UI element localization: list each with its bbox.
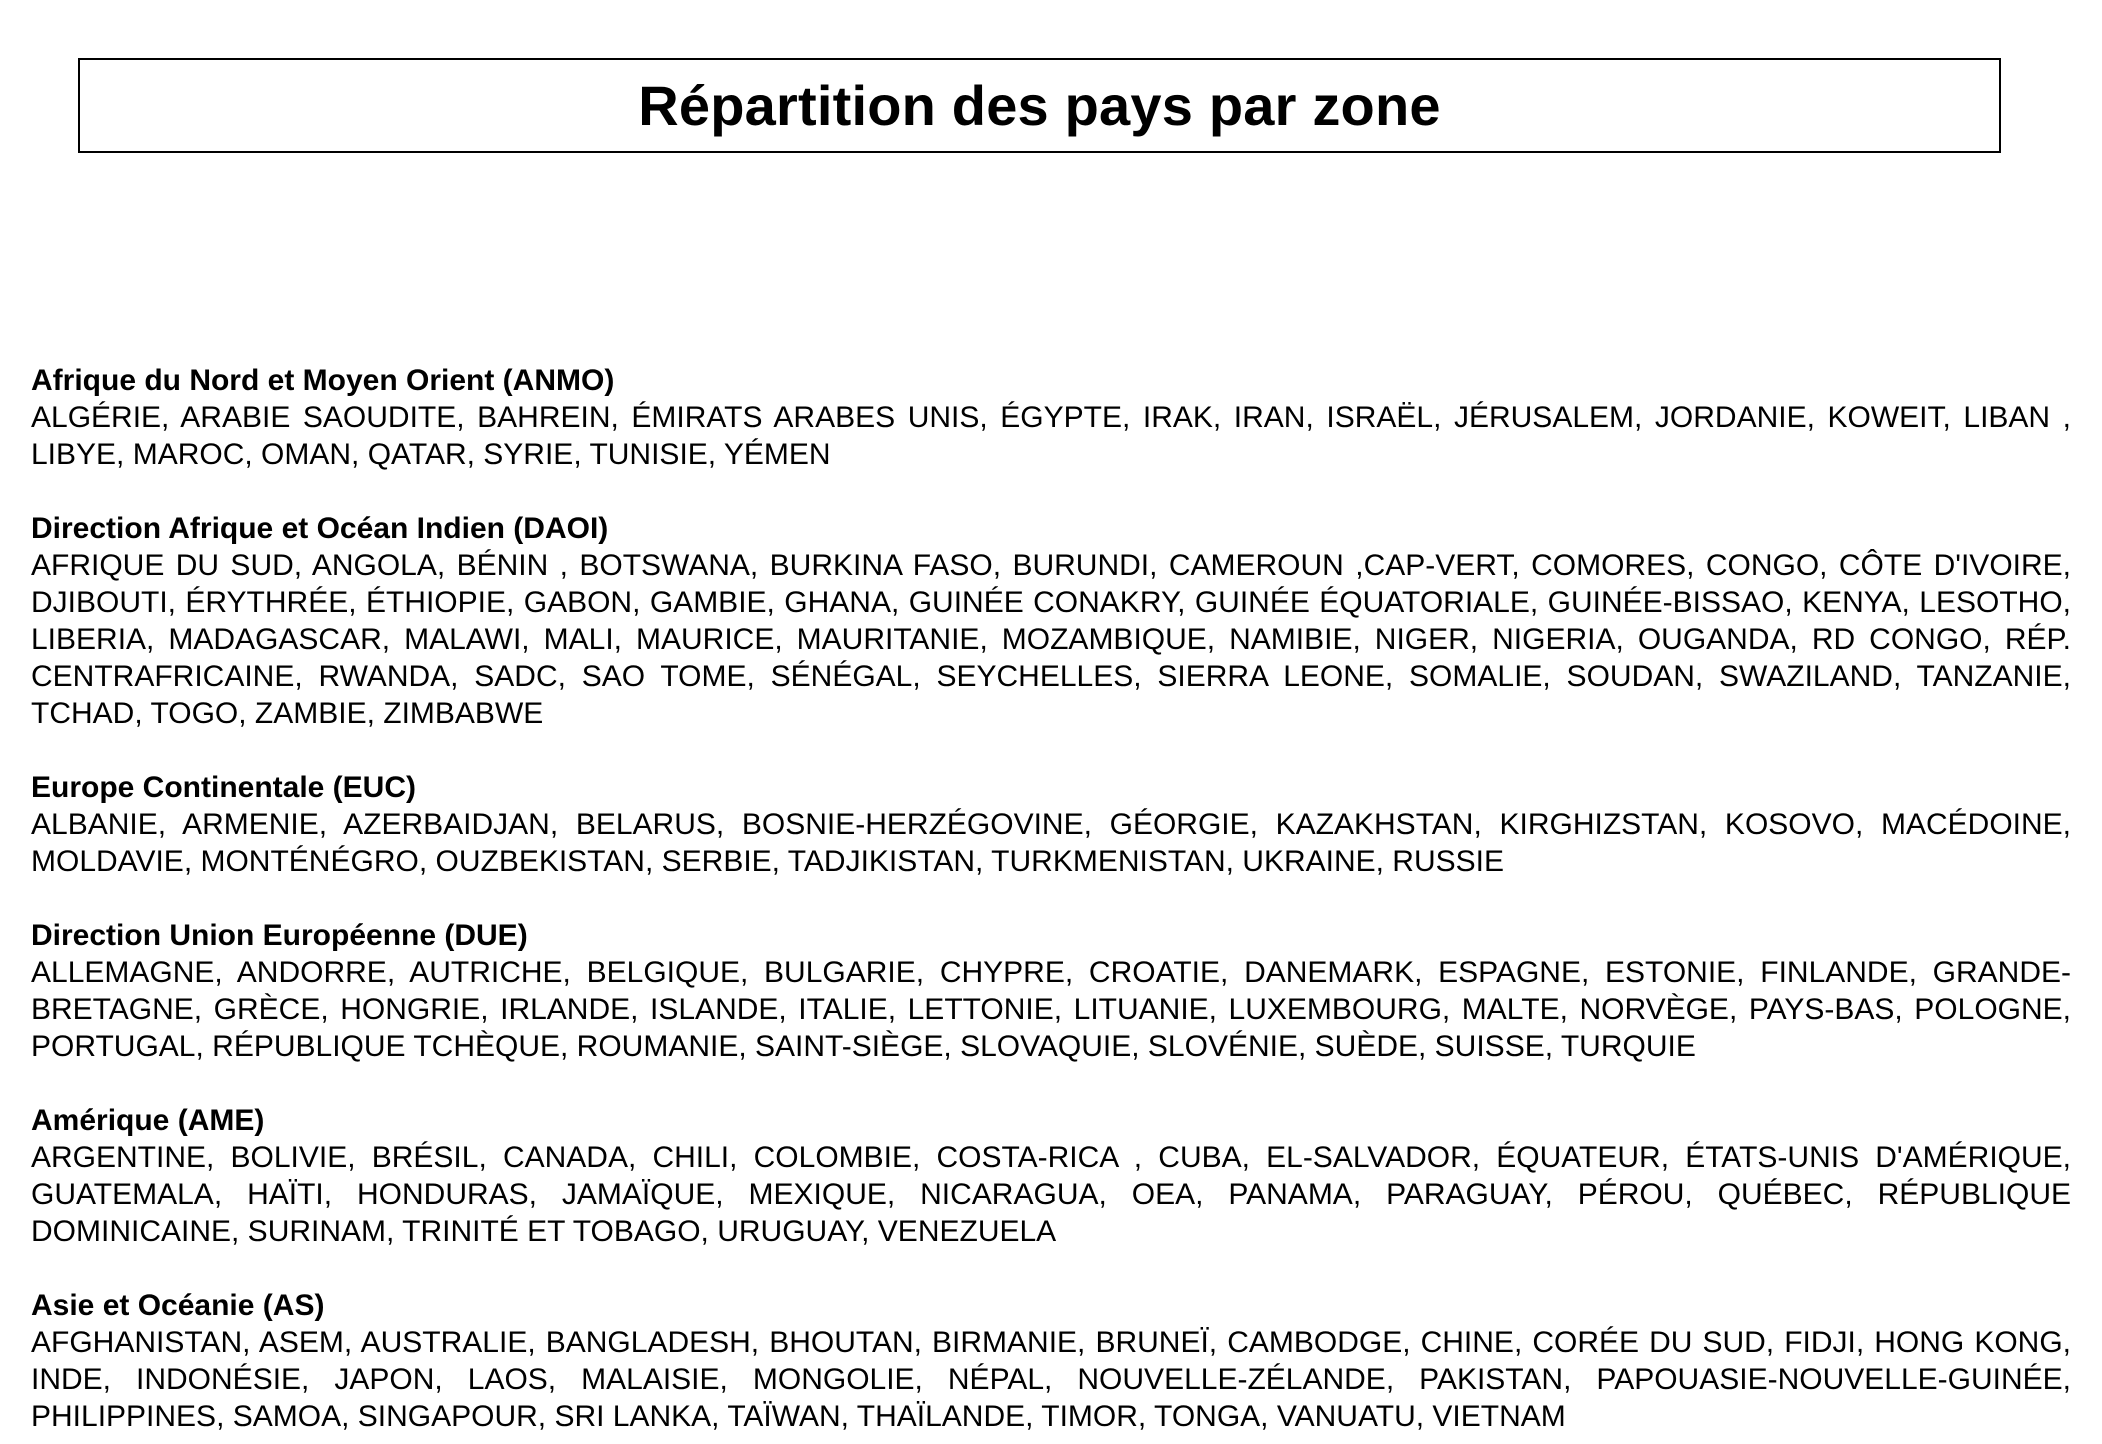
zone-heading: Amérique (AME): [31, 1104, 265, 1137]
zone-ame: [31, 1102, 2071, 1250]
zone-as: [31, 1287, 2071, 1435]
zone-anmo: [31, 362, 2071, 473]
page-title: Répartition des pays par zone: [638, 73, 1441, 137]
zone-euc: [31, 769, 2071, 880]
zone-daoi: [31, 510, 2071, 732]
zone-country-list: ALGÉRIE, ARABIE SAOUDITE, BAHREIN, ÉMIRATS ARABES UNIS, ÉGYPTE, IRAK, IRAN, ISRAËL, JÉRUSALEM, JORDANIE, KOWEIT, LIBAN , LIBYE, MAROC, OMAN, QATAR, SYRIE, TUNISIE, YÉMEN: [31, 401, 2071, 471]
title-box: [78, 58, 2001, 153]
zone-list: [31, 362, 2071, 1435]
zone-due: [31, 917, 2071, 1065]
zone-heading: Direction Afrique et Océan Indien (DAOI): [31, 512, 609, 545]
zone-country-list: ARGENTINE, BOLIVIE, BRÉSIL, CANADA, CHILI, COLOMBIE, COSTA-RICA , CUBA, EL-SALVADOR, ÉQUATEUR, ÉTATS-UNIS D'AMÉRIQUE, GUATEMALA, HAÏTI, HONDURAS, JAMAÏQUE, MEXIQUE, NICARAGUA, OEA, PANAMA, PARAGUAY, PÉROU, QUÉBEC, RÉPUBLIQUE DOMINICAINE, SURINAM, TRINITÉ ET TOBAGO, URUGUAY, VENEZUELA: [31, 1141, 2071, 1248]
zone-heading: Europe Continentale (EUC): [31, 771, 417, 804]
zone-country-list: AFRIQUE DU SUD, ANGOLA, BÉNIN , BOTSWANA, BURKINA FASO, BURUNDI, CAMEROUN ,CAP-VERT, COMORES, CONGO, CÔTE D'IVOIRE, DJIBOUTI, ÉRYTHRÉE, ÉTHIOPIE, GABON, GAMBIE, GHANA, GUINÉE CONAKRY, GUINÉE ÉQUATORIALE, GUINÉE-BISSAO, KENYA, LESOTHO, LIBERIA, MADAGASCAR, MALAWI, MALI, MAURICE, MAURITANIE, MOZAMBIQUE, NAMIBIE, NIGER, NIGERIA, OUGANDA, RD CONGO, RÉP. CENTRAFRICAINE, RWANDA, SADC, SAO TOME, SÉNÉGAL, SEYCHELLES, SIERRA LEONE, SOMALIE, SOUDAN, SWAZILAND, TANZANIE, TCHAD, TOGO, ZAMBIE, ZIMBABWE: [31, 549, 2071, 730]
zone-heading: Asie et Océanie (AS): [31, 1289, 325, 1322]
zone-country-list: AFGHANISTAN, ASEM, AUSTRALIE, BANGLADESH, BHOUTAN, BIRMANIE, BRUNEÏ, CAMBODGE, CHINE, CORÉE DU SUD, FIDJI, HONG KONG, INDE, INDONÉSIE, JAPON, LAOS, MALAISIE, MONGOLIE, NÉPAL, NOUVELLE-ZÉLANDE, PAKISTAN, PAPOUASIE-NOUVELLE-GUINÉE, PHILIPPINES, SAMOA, SINGAPOUR, SRI LANKA, TAÏWAN, THAÏLANDE, TIMOR, TONGA, VANUATU, VIETNAM: [31, 1326, 2071, 1433]
zone-country-list: ALLEMAGNE, ANDORRE, AUTRICHE, BELGIQUE, BULGARIE, CHYPRE, CROATIE, DANEMARK, ESPAGNE, ESTONIE, FINLANDE, GRANDE-BRETAGNE, GRÈCE, HONGRIE, IRLANDE, ISLANDE, ITALIE, LETTONIE, LITUANIE, LUXEMBOURG, MALTE, NORVÈGE, PAYS-BAS, POLOGNE, PORTUGAL, RÉPUBLIQUE TCHÈQUE, ROUMANIE, SAINT-SIÈGE, SLOVAQUIE, SLOVÉNIE, SUÈDE, SUISSE, TURQUIE: [31, 956, 2071, 1063]
zone-heading: Afrique du Nord et Moyen Orient (ANMO): [31, 364, 615, 397]
zone-heading: Direction Union Européenne (DUE): [31, 919, 528, 952]
zone-country-list: ALBANIE, ARMENIE, AZERBAIDJAN, BELARUS, BOSNIE-HERZÉGOVINE, GÉORGIE, KAZAKHSTAN, KIRGHIZSTAN, KOSOVO, MACÉDOINE, MOLDAVIE, MONTÉNÉGRO, OUZBEKISTAN, SERBIE, TADJIKISTAN, TURKMENISTAN, UKRAINE, RUSSIE: [31, 808, 2071, 878]
